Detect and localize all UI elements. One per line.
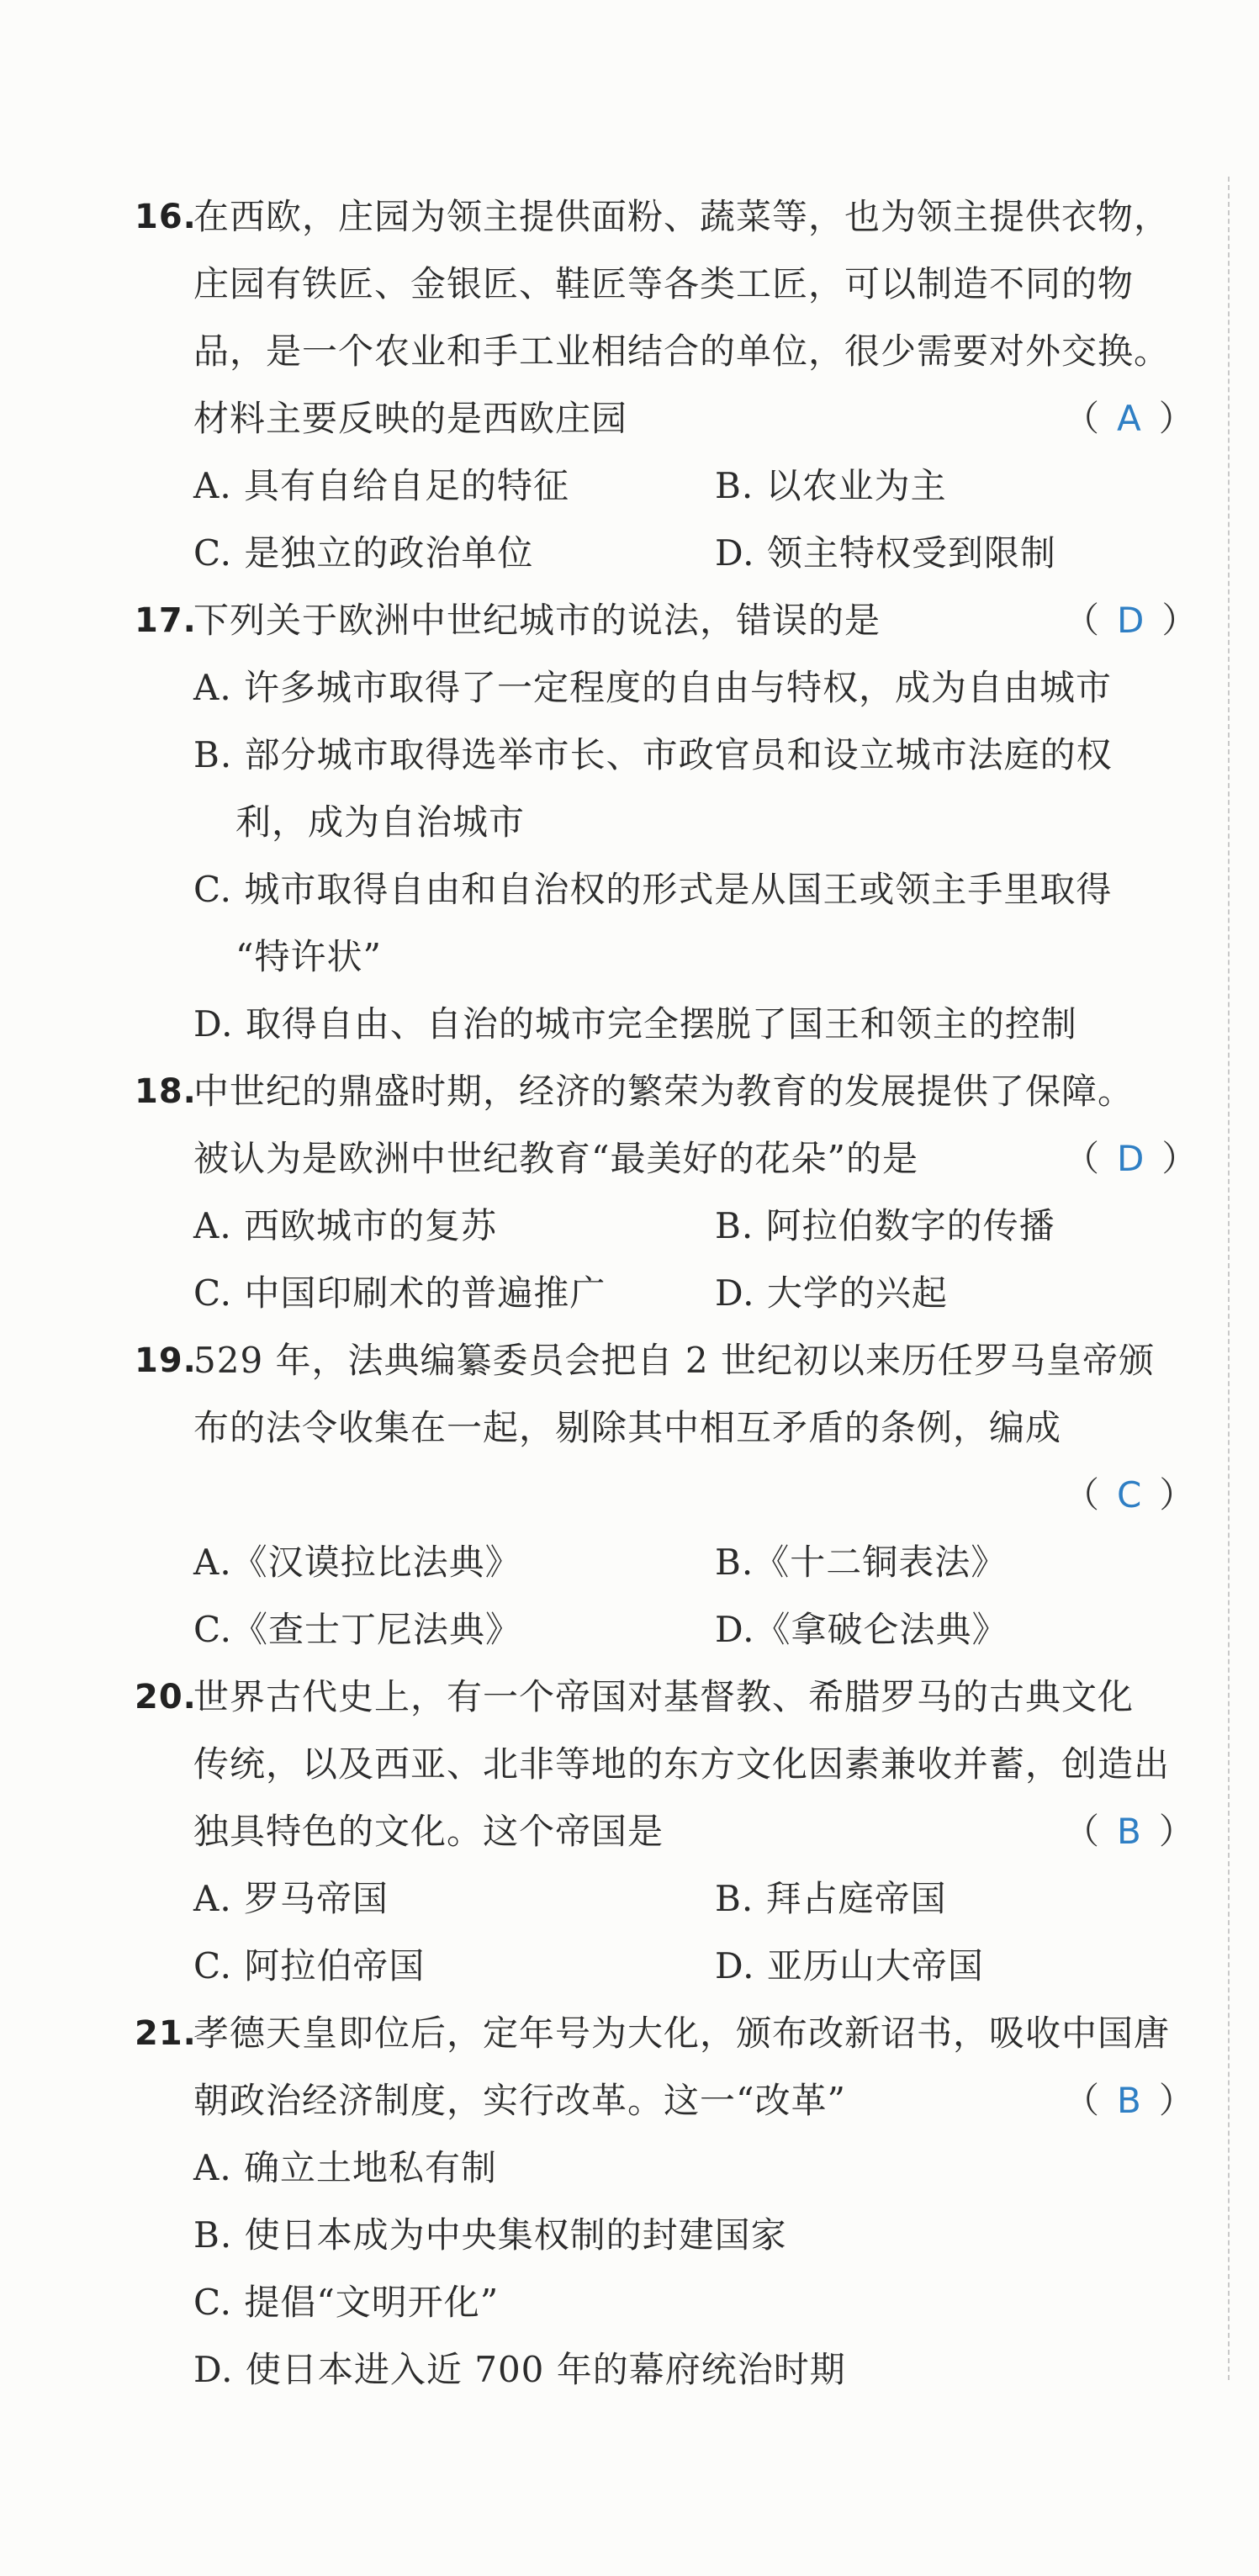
option-d: D. 大学的兴起 [715, 1272, 948, 1314]
option-row [135, 1529, 1190, 1596]
option-a: A. 罗马帝国 [193, 1878, 389, 1919]
option-b: B. 阿拉伯数字的传播 [715, 1205, 1055, 1246]
question-stem: 传统，以及西亚、北非等地的东方文化因素兼收并蓄，创造出 [193, 1743, 1171, 1785]
question-20 [135, 1664, 1195, 2000]
option-row [135, 722, 1190, 789]
answer-bracket: （ A ） [1064, 398, 1195, 439]
option-a: A. 确立土地私有制 [193, 2147, 498, 2188]
option-row [135, 789, 1190, 856]
option-row [135, 520, 1190, 587]
option-row [135, 1933, 1190, 2000]
question-line [135, 2000, 1190, 2067]
question-line [135, 1664, 1190, 1731]
option-c: C. 是独立的政治单位 [193, 532, 534, 574]
option-c: C. 城市取得自由和自治权的形式是从国王或领主手里取得 [193, 869, 1113, 910]
question-number: 18. [135, 1072, 197, 1111]
question-stem: 庄园有铁匠、金银匠、鞋匠等各类工匠，可以制造不同的物 [193, 263, 1135, 304]
question-line [135, 318, 1190, 385]
question-line [135, 587, 1198, 654]
answer-letter: A [1117, 398, 1142, 439]
option-b-continued: 利，成为自治城市 [235, 801, 526, 843]
question-16 [135, 183, 1195, 587]
option-c: C. 阿拉伯帝国 [193, 1945, 426, 1986]
option-b: B. 使日本成为中央集权制的封建国家 [193, 2214, 787, 2256]
option-a: A. 西欧城市的复苏 [193, 1205, 498, 1246]
question-number: 16. [135, 198, 197, 236]
answer-bracket: （ D ） [1064, 1138, 1198, 1179]
question-number: 21. [135, 2014, 197, 2053]
option-d: D. 取得自由、自治的城市完全摆脱了国王和领主的控制 [193, 1003, 1077, 1045]
question-line [135, 1327, 1190, 1394]
option-c: C. 中国印刷术的普遍推广 [193, 1272, 606, 1314]
option-d: D. 领主特权受到限制 [715, 532, 1056, 574]
option-row [135, 2269, 1190, 2336]
question-17 [135, 587, 1198, 1058]
answer-letter: B [1117, 1811, 1142, 1852]
dashed-margin-line [1228, 177, 1230, 2380]
option-row [135, 1193, 1190, 1260]
option-row [135, 1260, 1190, 1327]
option-a: A. 许多城市取得了一定程度的自由与特权，成为自由城市 [193, 667, 1113, 708]
question-number: 20. [135, 1678, 197, 1716]
option-row [135, 2134, 1190, 2202]
question-18 [135, 1058, 1198, 1327]
option-row [135, 654, 1190, 722]
question-stem: 被认为是欧洲中世纪教育“最美好的花朵”的是 [193, 1138, 918, 1179]
answer-bracket: （ D ） [1064, 600, 1198, 641]
option-b: B. 拜占庭帝国 [715, 1878, 947, 1919]
option-row [135, 991, 1190, 1058]
answer-bracket: （ C ） [1064, 1474, 1196, 1515]
question-stem: 529 年，法典编纂委员会把自 2 世纪初以来历任罗马皇帝颁 [193, 1340, 1155, 1381]
option-b: B. 以农业为主 [715, 465, 947, 506]
question-stem: 独具特色的文化。这个帝国是 [193, 1811, 664, 1852]
question-stem: 下列关于欧洲中世纪城市的说法，错误的是 [193, 600, 881, 641]
question-stem: 布的法令收集在一起，剔除其中相互矛盾的条例，编成 [193, 1407, 1062, 1448]
option-d: D. 亚历山大帝国 [715, 1945, 984, 1986]
option-b: B. 部分城市取得选举市长、市政官员和设立城市法庭的权 [193, 734, 1113, 775]
option-b: B.《十二铜表法》 [715, 1542, 1008, 1583]
question-21 [135, 2000, 1195, 2404]
question-stem: 材料主要反映的是西欧庄园 [193, 398, 628, 439]
option-d: D. 使日本进入近 700 年的幕府统治时期 [193, 2349, 846, 2390]
option-row [135, 923, 1190, 991]
question-number: 19. [135, 1341, 197, 1380]
question-stem: 中世纪的鼎盛时期，经济的繁荣为教育的发展提供了保障。 [193, 1071, 1135, 1112]
answer-letter: D [1117, 600, 1145, 641]
answer-bracket: （ B ） [1064, 2080, 1195, 2121]
option-row [135, 1596, 1190, 1664]
question-line [135, 1798, 1195, 1865]
question-stem: 孝德天皇即位后，定年号为大化，颁布改新诏书，吸收中国唐 [193, 2013, 1171, 2054]
question-line [135, 2067, 1195, 2134]
question-line [135, 251, 1190, 318]
question-line [135, 1462, 1196, 1529]
answer-letter: C [1117, 1474, 1143, 1515]
question-stem: 品，是一个农业和手工业相结合的单位，很少需要对外交换。 [193, 331, 1171, 372]
question-number: 17. [135, 601, 197, 640]
option-d: D.《拿破仑法典》 [715, 1609, 1008, 1650]
option-c-continued: “特许状” [235, 936, 382, 977]
answer-letter: B [1117, 2080, 1142, 2121]
option-row [135, 856, 1190, 923]
question-stem: 朝政治经济制度，实行改革。这一“改革” [193, 2080, 846, 2121]
question-line [135, 1394, 1190, 1462]
question-stem: 在西欧，庄园为领主提供面粉、蔬菜等，也为领主提供衣物， [193, 196, 1171, 237]
answer-letter: D [1117, 1138, 1145, 1179]
answer-bracket: （ B ） [1064, 1811, 1195, 1852]
option-row [135, 452, 1190, 520]
option-c: C. 提倡“文明开化” [193, 2282, 500, 2323]
question-line [135, 183, 1190, 251]
question-stem: 世界古代史上，有一个帝国对基督教、希腊罗马的古典文化 [193, 1676, 1135, 1717]
option-row [135, 2336, 1190, 2404]
option-a: A. 具有自给自足的特征 [193, 465, 570, 506]
question-line [135, 1125, 1198, 1193]
option-c: C.《查士丁尼法典》 [193, 1609, 521, 1650]
question-19 [135, 1327, 1196, 1664]
option-row [135, 1865, 1190, 1933]
question-line [135, 1058, 1190, 1125]
question-line [135, 385, 1195, 452]
option-row [135, 2202, 1190, 2269]
option-a: A.《汉谟拉比法典》 [193, 1542, 521, 1583]
question-line [135, 1731, 1190, 1798]
